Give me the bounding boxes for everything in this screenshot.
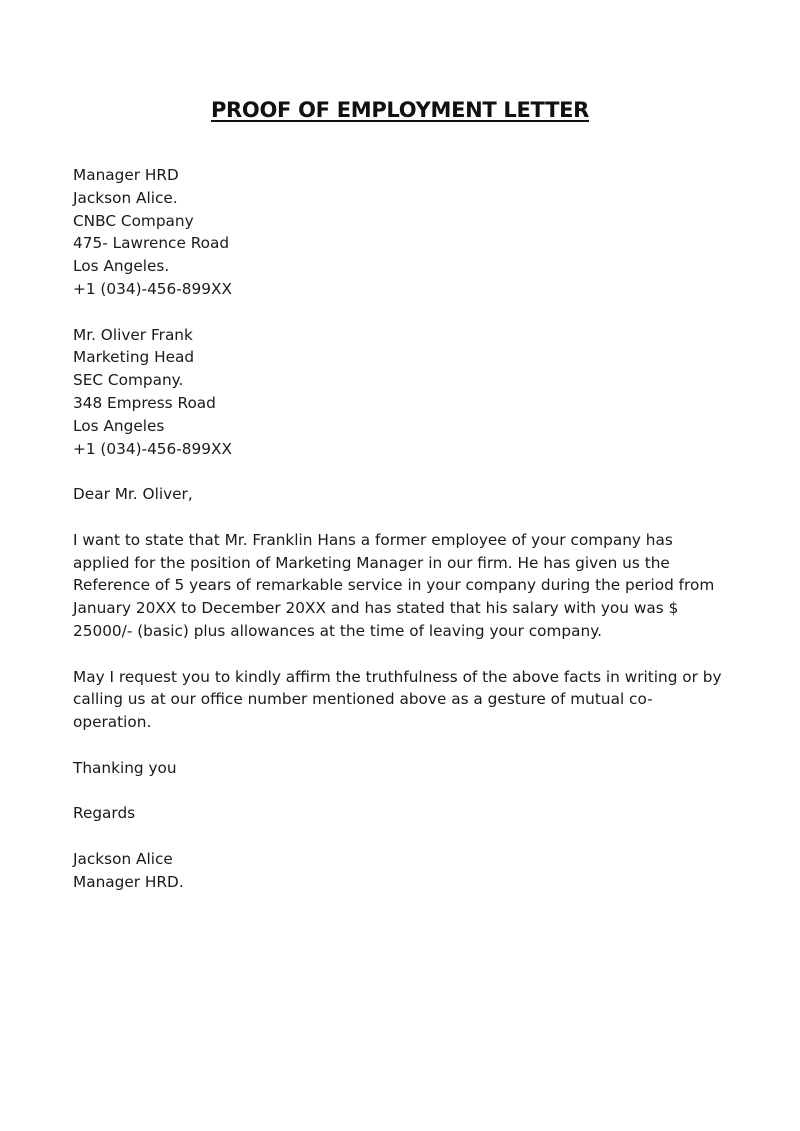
recipient-line: 348 Empress Road	[73, 393, 216, 412]
signature-block	[73, 848, 733, 894]
sender-line: Manager HRD	[73, 166, 179, 184]
recipient-line: +1 (034)-456-899XX	[73, 439, 232, 458]
letter-body	[73, 164, 733, 916]
sender-line: CNBC Company	[73, 211, 194, 230]
closing	[73, 802, 733, 825]
recipient-line: Los Angeles	[73, 416, 165, 435]
body-paragraph-2	[73, 666, 733, 734]
recipient-line: Marketing Head	[73, 348, 195, 367]
paragraph-line: May I request you to kindly affirm the truthfulness of the above facts in writing or by	[73, 667, 722, 686]
sender-line: Jackson Alice.	[73, 188, 178, 207]
paragraph-line: I want to state that Mr. Franklin Hans a former employee of your company has	[73, 530, 673, 549]
recipient-line: SEC Company.	[73, 371, 184, 390]
recipient-address	[73, 324, 733, 461]
sender-line: 475- Lawrence Road	[73, 234, 230, 253]
recipient-line: Mr. Oliver Frank	[73, 325, 193, 344]
thanks-text: Thanking you	[73, 758, 177, 777]
paragraph-line: January 20XX to December 20XX and has stated that his salary with you was $	[73, 599, 679, 618]
signature-name: Jackson Alice	[73, 849, 173, 868]
sender-line: Los Angeles.	[73, 257, 170, 276]
sender-line: +1 (034)-456-899XX	[73, 279, 232, 298]
letter-title: PROOF OF EMPLOYMENT LETTER	[210, 98, 590, 122]
paragraph-line: calling us at our office number mentioned above as a gesture of mutual co-	[73, 690, 653, 709]
paragraph-line: applied for the position of Marketing Manager in our firm. He has given us the	[73, 553, 670, 572]
body-paragraph-1	[73, 529, 733, 643]
salutation	[73, 483, 733, 506]
paragraph-line: operation.	[73, 713, 152, 732]
paragraph-line: Reference of 5 years of remarkable service in your company during the period from	[73, 576, 715, 595]
salutation-text: Dear Mr. Oliver,	[73, 485, 193, 504]
signature-title: Manager HRD.	[73, 872, 184, 891]
sender-address	[73, 164, 733, 301]
paragraph-line: 25000/- (basic) plus allowances at the time of leaving your company.	[73, 621, 602, 640]
thanks	[73, 757, 733, 780]
closing-text: Regards	[73, 804, 136, 823]
